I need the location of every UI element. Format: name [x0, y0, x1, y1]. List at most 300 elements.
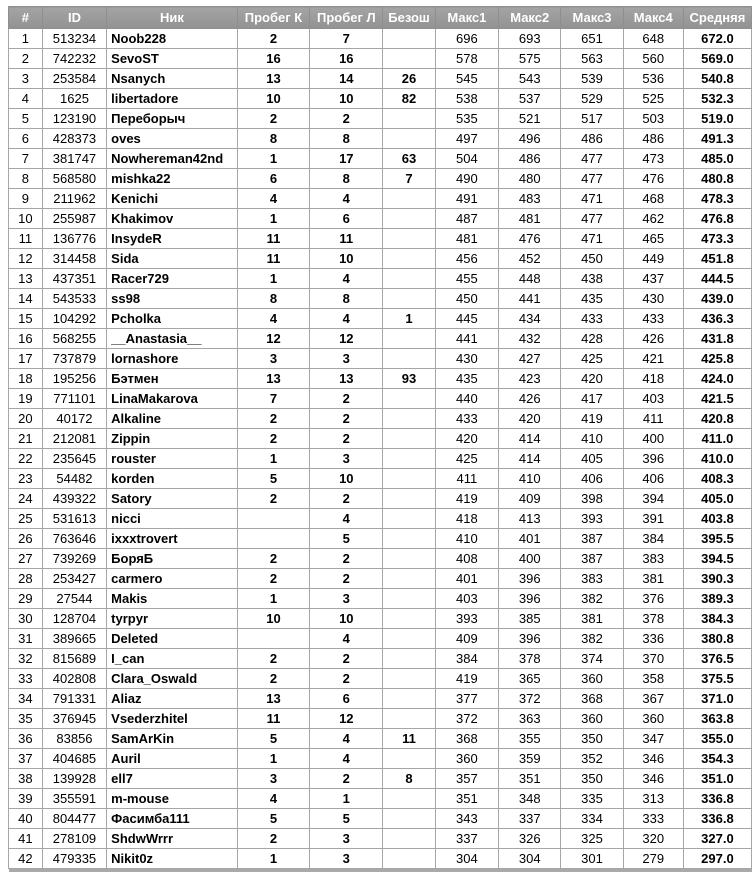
cell-maks2: 480 — [499, 169, 561, 189]
cell-srednyaya: 425.8 — [683, 349, 751, 369]
cell-nick: ell7 — [107, 769, 238, 789]
column-header-maks1: Макс1 — [435, 7, 498, 29]
cell-maks2: 537 — [499, 89, 561, 109]
cell-probeg-l: 10 — [310, 89, 383, 109]
cell-probeg-k: 2 — [237, 429, 310, 449]
cell-nick: Vsederzhitel — [107, 709, 238, 729]
cell-rank: 29 — [9, 589, 43, 609]
cell-maks2: 441 — [499, 289, 561, 309]
cell-maks1: 304 — [435, 849, 498, 869]
cell-maks1: 435 — [435, 369, 498, 389]
cell-maks4: 426 — [623, 329, 683, 349]
cell-rank: 21 — [9, 429, 43, 449]
cell-maks4: 462 — [623, 209, 683, 229]
cell-nick: Auril — [107, 749, 238, 769]
cell-maks3: 471 — [561, 189, 623, 209]
cell-rank: 16 — [9, 329, 43, 349]
cell-bezosh — [383, 789, 435, 809]
cell-maks1: 360 — [435, 749, 498, 769]
cell-maks1: 372 — [435, 709, 498, 729]
cell-id: 235645 — [42, 449, 106, 469]
cell-maks4: 486 — [623, 129, 683, 149]
table-row — [9, 89, 752, 109]
cell-rank: 13 — [9, 269, 43, 289]
cell-maks1: 403 — [435, 589, 498, 609]
cell-nick: nicci — [107, 509, 238, 529]
cell-maks2: 363 — [499, 709, 561, 729]
cell-maks1: 490 — [435, 169, 498, 189]
cell-id: 40172 — [42, 409, 106, 429]
cell-maks4: 381 — [623, 569, 683, 589]
cell-maks1: 368 — [435, 729, 498, 749]
cell-probeg-k: 5 — [237, 809, 310, 829]
cell-rank: 38 — [9, 769, 43, 789]
cell-bezosh — [383, 429, 435, 449]
cell-maks2: 521 — [499, 109, 561, 129]
cell-nick: Deleted — [107, 629, 238, 649]
cell-maks1: 433 — [435, 409, 498, 429]
cell-maks2: 355 — [499, 729, 561, 749]
table-row — [9, 209, 752, 229]
cell-maks1: 343 — [435, 809, 498, 829]
cell-srednyaya: 380.8 — [683, 629, 751, 649]
cell-probeg-l: 12 — [310, 329, 383, 349]
cell-maks2: 396 — [499, 629, 561, 649]
cell-nick: ss98 — [107, 289, 238, 309]
cell-maks3: 382 — [561, 629, 623, 649]
table-row — [9, 669, 752, 689]
cell-maks3: 517 — [561, 109, 623, 129]
cell-id: 739269 — [42, 549, 106, 569]
cell-nick: Sida — [107, 249, 238, 269]
cell-rank: 31 — [9, 629, 43, 649]
cell-maks1: 456 — [435, 249, 498, 269]
cell-probeg-l: 12 — [310, 709, 383, 729]
table-row — [9, 429, 752, 449]
cell-bezosh — [383, 749, 435, 769]
cell-srednyaya: 444.5 — [683, 269, 751, 289]
cell-id: 437351 — [42, 269, 106, 289]
cell-probeg-l: 2 — [310, 109, 383, 129]
cell-maks3: 335 — [561, 789, 623, 809]
cell-probeg-k: 2 — [237, 409, 310, 429]
cell-maks4: 333 — [623, 809, 683, 829]
table-body — [9, 29, 752, 869]
cell-probeg-l: 5 — [310, 809, 383, 829]
cell-maks2: 396 — [499, 589, 561, 609]
cell-maks1: 410 — [435, 529, 498, 549]
cell-bezosh: 8 — [383, 769, 435, 789]
cell-probeg-l: 4 — [310, 629, 383, 649]
cell-id: 771101 — [42, 389, 106, 409]
cell-maks3: 486 — [561, 129, 623, 149]
cell-probeg-l: 16 — [310, 49, 383, 69]
cell-probeg-k — [237, 509, 310, 529]
cell-bezosh — [383, 829, 435, 849]
cell-maks3: 352 — [561, 749, 623, 769]
cell-rank: 35 — [9, 709, 43, 729]
cell-maks3: 539 — [561, 69, 623, 89]
cell-maks4: 449 — [623, 249, 683, 269]
cell-nick: carmero — [107, 569, 238, 589]
cell-rank: 39 — [9, 789, 43, 809]
cell-maks1: 393 — [435, 609, 498, 629]
cell-maks4: 396 — [623, 449, 683, 469]
cell-probeg-k: 5 — [237, 469, 310, 489]
cell-probeg-l: 4 — [310, 309, 383, 329]
cell-nick: Aliaz — [107, 689, 238, 709]
cell-srednyaya: 411.0 — [683, 429, 751, 449]
cell-maks4: 437 — [623, 269, 683, 289]
cell-rank: 25 — [9, 509, 43, 529]
header-row — [9, 7, 752, 29]
cell-maks4: 476 — [623, 169, 683, 189]
cell-maks3: 350 — [561, 769, 623, 789]
cell-probeg-l: 1 — [310, 789, 383, 809]
cell-maks4: 403 — [623, 389, 683, 409]
cell-maks2: 575 — [499, 49, 561, 69]
table-row — [9, 109, 752, 129]
cell-probeg-k: 12 — [237, 329, 310, 349]
cell-maks3: 387 — [561, 529, 623, 549]
table-row — [9, 709, 752, 729]
cell-srednyaya: 473.3 — [683, 229, 751, 249]
cell-maks3: 360 — [561, 709, 623, 729]
cell-id: 314458 — [42, 249, 106, 269]
cell-nick: InsydeR — [107, 229, 238, 249]
cell-probeg-l: 3 — [310, 829, 383, 849]
cell-maks1: 425 — [435, 449, 498, 469]
cell-maks1: 418 — [435, 509, 498, 529]
table-row — [9, 349, 752, 369]
cell-probeg-l: 3 — [310, 589, 383, 609]
cell-maks4: 418 — [623, 369, 683, 389]
cell-rank: 14 — [9, 289, 43, 309]
cell-rank: 17 — [9, 349, 43, 369]
cell-probeg-l: 4 — [310, 189, 383, 209]
cell-nick: m-mouse — [107, 789, 238, 809]
cell-id: 278109 — [42, 829, 106, 849]
cell-probeg-k: 11 — [237, 229, 310, 249]
cell-srednyaya: 384.3 — [683, 609, 751, 629]
cell-probeg-k: 1 — [237, 449, 310, 469]
cell-rank: 32 — [9, 649, 43, 669]
cell-maks2: 348 — [499, 789, 561, 809]
cell-probeg-l: 13 — [310, 369, 383, 389]
cell-probeg-k: 1 — [237, 209, 310, 229]
cell-maks4: 370 — [623, 649, 683, 669]
cell-probeg-l: 4 — [310, 509, 383, 529]
column-header-id: ID — [42, 7, 106, 29]
cell-nick: __Anastasia__ — [107, 329, 238, 349]
cell-nick: Zippin — [107, 429, 238, 449]
column-header-maks3: Макс3 — [561, 7, 623, 29]
cell-maks4: 400 — [623, 429, 683, 449]
cell-maks1: 409 — [435, 629, 498, 649]
cell-probeg-k: 6 — [237, 169, 310, 189]
cell-maks3: 425 — [561, 349, 623, 369]
cell-id: 439322 — [42, 489, 106, 509]
table-row — [9, 649, 752, 669]
cell-id: 123190 — [42, 109, 106, 129]
cell-maks3: 529 — [561, 89, 623, 109]
cell-id: 253427 — [42, 569, 106, 589]
cell-probeg-l: 10 — [310, 469, 383, 489]
cell-nick: korden — [107, 469, 238, 489]
cell-bezosh — [383, 669, 435, 689]
cell-maks1: 481 — [435, 229, 498, 249]
cell-probeg-k: 2 — [237, 569, 310, 589]
cell-id: 737879 — [42, 349, 106, 369]
cell-probeg-k: 2 — [237, 549, 310, 569]
cell-probeg-l: 4 — [310, 729, 383, 749]
cell-maks3: 368 — [561, 689, 623, 709]
cell-maks2: 427 — [499, 349, 561, 369]
cell-maks3: 419 — [561, 409, 623, 429]
cell-srednyaya: 351.0 — [683, 769, 751, 789]
cell-bezosh: 7 — [383, 169, 435, 189]
cell-maks4: 391 — [623, 509, 683, 529]
cell-rank: 9 — [9, 189, 43, 209]
cell-nick: LinaMakarova — [107, 389, 238, 409]
cell-nick: Kenichi — [107, 189, 238, 209]
ranking-table — [8, 6, 752, 869]
cell-probeg-l: 2 — [310, 549, 383, 569]
cell-rank: 28 — [9, 569, 43, 589]
cell-id: 389665 — [42, 629, 106, 649]
cell-id: 355591 — [42, 789, 106, 809]
table-row — [9, 489, 752, 509]
cell-probeg-l: 3 — [310, 849, 383, 869]
cell-srednyaya: 389.3 — [683, 589, 751, 609]
cell-bezosh — [383, 109, 435, 129]
cell-maks1: 420 — [435, 429, 498, 449]
cell-probeg-k: 2 — [237, 109, 310, 129]
cell-rank: 40 — [9, 809, 43, 829]
cell-probeg-l: 2 — [310, 569, 383, 589]
cell-bezosh — [383, 489, 435, 509]
cell-probeg-k: 10 — [237, 609, 310, 629]
cell-maks3: 563 — [561, 49, 623, 69]
cell-maks2: 543 — [499, 69, 561, 89]
cell-probeg-l: 3 — [310, 349, 383, 369]
cell-id: 479335 — [42, 849, 106, 869]
cell-srednyaya: 491.3 — [683, 129, 751, 149]
cell-bezosh — [383, 529, 435, 549]
cell-maks4: 411 — [623, 409, 683, 429]
cell-maks2: 385 — [499, 609, 561, 629]
cell-maks3: 477 — [561, 209, 623, 229]
cell-maks1: 419 — [435, 669, 498, 689]
cell-bezosh: 82 — [383, 89, 435, 109]
cell-id: 568255 — [42, 329, 106, 349]
cell-bezosh — [383, 809, 435, 829]
cell-rank: 30 — [9, 609, 43, 629]
cell-maks2: 359 — [499, 749, 561, 769]
cell-maks1: 545 — [435, 69, 498, 89]
cell-maks1: 578 — [435, 49, 498, 69]
cell-maks3: 405 — [561, 449, 623, 469]
cell-nick: SamArKin — [107, 729, 238, 749]
cell-probeg-k: 7 — [237, 389, 310, 409]
cell-srednyaya: 408.3 — [683, 469, 751, 489]
cell-rank: 2 — [9, 49, 43, 69]
table-row — [9, 169, 752, 189]
cell-bezosh: 26 — [383, 69, 435, 89]
cell-maks2: 693 — [499, 29, 561, 49]
cell-probeg-k: 3 — [237, 349, 310, 369]
cell-maks4: 421 — [623, 349, 683, 369]
cell-probeg-l: 8 — [310, 289, 383, 309]
cell-bezosh — [383, 449, 435, 469]
cell-id: 531613 — [42, 509, 106, 529]
cell-id: 376945 — [42, 709, 106, 729]
cell-maks2: 326 — [499, 829, 561, 849]
cell-maks3: 334 — [561, 809, 623, 829]
cell-maks4: 347 — [623, 729, 683, 749]
cell-maks3: 438 — [561, 269, 623, 289]
cell-id: 815689 — [42, 649, 106, 669]
table-row — [9, 269, 752, 289]
cell-bezosh — [383, 209, 435, 229]
table-row — [9, 849, 752, 869]
cell-maks3: 420 — [561, 369, 623, 389]
cell-id: 128704 — [42, 609, 106, 629]
cell-nick: Бэтмен — [107, 369, 238, 389]
cell-probeg-k: 11 — [237, 249, 310, 269]
cell-nick: БоряБ — [107, 549, 238, 569]
cell-maks3: 450 — [561, 249, 623, 269]
cell-nick: Pcholka — [107, 309, 238, 329]
cell-nick: ixxxtrovert — [107, 529, 238, 549]
cell-bezosh — [383, 389, 435, 409]
cell-id: 543533 — [42, 289, 106, 309]
cell-maks2: 432 — [499, 329, 561, 349]
table-row — [9, 229, 752, 249]
column-header-nick: Ник — [107, 7, 238, 29]
cell-maks1: 441 — [435, 329, 498, 349]
table-row — [9, 469, 752, 489]
cell-maks1: 538 — [435, 89, 498, 109]
cell-maks2: 423 — [499, 369, 561, 389]
cell-probeg-k: 1 — [237, 269, 310, 289]
table-row — [9, 629, 752, 649]
column-header-maks2: Макс2 — [499, 7, 561, 29]
table-row — [9, 309, 752, 329]
cell-probeg-k: 8 — [237, 129, 310, 149]
cell-nick: Nikit0z — [107, 849, 238, 869]
cell-maks1: 440 — [435, 389, 498, 409]
cell-nick: Clara_Oswald — [107, 669, 238, 689]
cell-probeg-k: 8 — [237, 289, 310, 309]
cell-rank: 37 — [9, 749, 43, 769]
cell-nick: SevoST — [107, 49, 238, 69]
cell-bezosh — [383, 249, 435, 269]
cell-rank: 5 — [9, 109, 43, 129]
cell-maks3: 651 — [561, 29, 623, 49]
cell-srednyaya: 519.0 — [683, 109, 751, 129]
cell-probeg-l: 4 — [310, 269, 383, 289]
cell-srednyaya: 363.8 — [683, 709, 751, 729]
cell-maks4: 406 — [623, 469, 683, 489]
cell-rank: 1 — [9, 29, 43, 49]
cell-probeg-k: 16 — [237, 49, 310, 69]
cell-maks4: 503 — [623, 109, 683, 129]
cell-srednyaya: 395.5 — [683, 529, 751, 549]
column-header-srednyaya: Средняя — [683, 7, 751, 29]
cell-nick: tyrpyr — [107, 609, 238, 629]
cell-rank: 36 — [9, 729, 43, 749]
cell-bezosh — [383, 549, 435, 569]
table-row — [9, 589, 752, 609]
cell-maks1: 384 — [435, 649, 498, 669]
cell-maks2: 396 — [499, 569, 561, 589]
cell-maks4: 465 — [623, 229, 683, 249]
cell-id: 211962 — [42, 189, 106, 209]
table-row — [9, 689, 752, 709]
cell-rank: 12 — [9, 249, 43, 269]
cell-probeg-k: 10 — [237, 89, 310, 109]
table-row — [9, 729, 752, 749]
cell-srednyaya: 327.0 — [683, 829, 751, 849]
cell-probeg-k: 1 — [237, 749, 310, 769]
cell-probeg-l: 7 — [310, 29, 383, 49]
cell-probeg-k — [237, 529, 310, 549]
cell-srednyaya: 478.3 — [683, 189, 751, 209]
cell-nick: rouster — [107, 449, 238, 469]
cell-maks2: 351 — [499, 769, 561, 789]
table-row — [9, 389, 752, 409]
cell-probeg-k: 13 — [237, 369, 310, 389]
cell-srednyaya: 410.0 — [683, 449, 751, 469]
cell-probeg-l: 5 — [310, 529, 383, 549]
cell-probeg-l: 17 — [310, 149, 383, 169]
cell-probeg-l: 11 — [310, 229, 383, 249]
cell-maks2: 400 — [499, 549, 561, 569]
ranking-table-container — [8, 6, 752, 869]
cell-probeg-l: 8 — [310, 169, 383, 189]
cell-probeg-k: 3 — [237, 769, 310, 789]
cell-maks4: 376 — [623, 589, 683, 609]
cell-probeg-k: 2 — [237, 649, 310, 669]
cell-maks2: 337 — [499, 809, 561, 829]
cell-maks4: 473 — [623, 149, 683, 169]
cell-maks1: 455 — [435, 269, 498, 289]
cell-id: 136776 — [42, 229, 106, 249]
cell-bezosh — [383, 29, 435, 49]
cell-rank: 3 — [9, 69, 43, 89]
cell-maks1: 445 — [435, 309, 498, 329]
cell-maks2: 372 — [499, 689, 561, 709]
cell-probeg-k: 11 — [237, 709, 310, 729]
cell-id: 27544 — [42, 589, 106, 609]
cell-bezosh — [383, 289, 435, 309]
cell-maks4: 648 — [623, 29, 683, 49]
cell-probeg-l: 6 — [310, 209, 383, 229]
cell-maks3: 410 — [561, 429, 623, 449]
cell-srednyaya: 394.5 — [683, 549, 751, 569]
table-row — [9, 569, 752, 589]
cell-id: 513234 — [42, 29, 106, 49]
cell-rank: 15 — [9, 309, 43, 329]
cell-maks1: 430 — [435, 349, 498, 369]
cell-probeg-k — [237, 629, 310, 649]
cell-id: 804477 — [42, 809, 106, 829]
cell-probeg-k: 1 — [237, 849, 310, 869]
cell-maks1: 450 — [435, 289, 498, 309]
cell-maks3: 477 — [561, 169, 623, 189]
cell-bezosh — [383, 269, 435, 289]
